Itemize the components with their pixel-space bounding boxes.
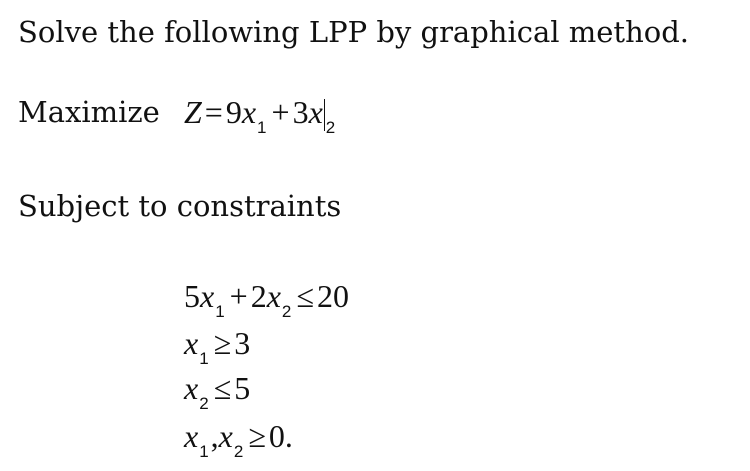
c1-sub2: 2 <box>281 302 292 321</box>
c4-sub1: 1 <box>199 442 209 461</box>
problem-heading: Solve the following LPP by graphical method. <box>18 15 689 49</box>
c4-comma: , <box>210 418 219 454</box>
c3-sub1: 2 <box>199 394 209 413</box>
objective-var1: x <box>241 94 257 130</box>
c1-relation: ≤ <box>296 278 314 314</box>
c1-sub1: 1 <box>215 302 225 321</box>
c1-coef2: 2 <box>250 278 267 314</box>
objective-sub2: 2 <box>325 118 336 137</box>
c4-var1: x <box>184 418 199 454</box>
c2-sub1: 1 <box>199 349 209 368</box>
maximize-label: Maximize <box>18 95 160 129</box>
objective-plus: + <box>271 94 290 130</box>
c4-relation: ≥ <box>248 418 266 454</box>
objective-z: Z <box>184 94 202 130</box>
c4-var2: x <box>218 418 233 454</box>
c3-rhs: 5 <box>234 370 251 406</box>
constraint-2 <box>184 325 251 368</box>
constraint-4 <box>184 418 293 461</box>
text-cursor <box>324 99 325 131</box>
constraints-heading: Subject to constraints <box>18 189 342 223</box>
c1-var1: x <box>200 278 215 314</box>
objective-var2: x <box>308 94 323 130</box>
c1-var2: x <box>266 278 281 314</box>
c1-rhs: 20 <box>316 278 349 314</box>
constraint-1 <box>184 278 349 321</box>
objective-coef1: 9 <box>225 94 242 130</box>
c4-sub2: 2 <box>233 442 244 461</box>
objective-coef2: 3 <box>292 94 309 130</box>
c2-var1: x <box>184 325 199 361</box>
c1-coef1: 5 <box>184 278 200 314</box>
c4-rhs: 0. <box>268 418 293 454</box>
c3-relation: ≤ <box>213 370 232 406</box>
c2-rhs: 3 <box>234 325 251 361</box>
objective-equals: = <box>204 94 223 130</box>
objective-function <box>184 94 337 137</box>
constraint-3 <box>184 370 251 413</box>
c2-relation: ≥ <box>213 325 232 361</box>
objective-sub1: 1 <box>257 118 267 137</box>
c1-plus: + <box>229 278 248 314</box>
c3-var1: x <box>184 370 199 406</box>
